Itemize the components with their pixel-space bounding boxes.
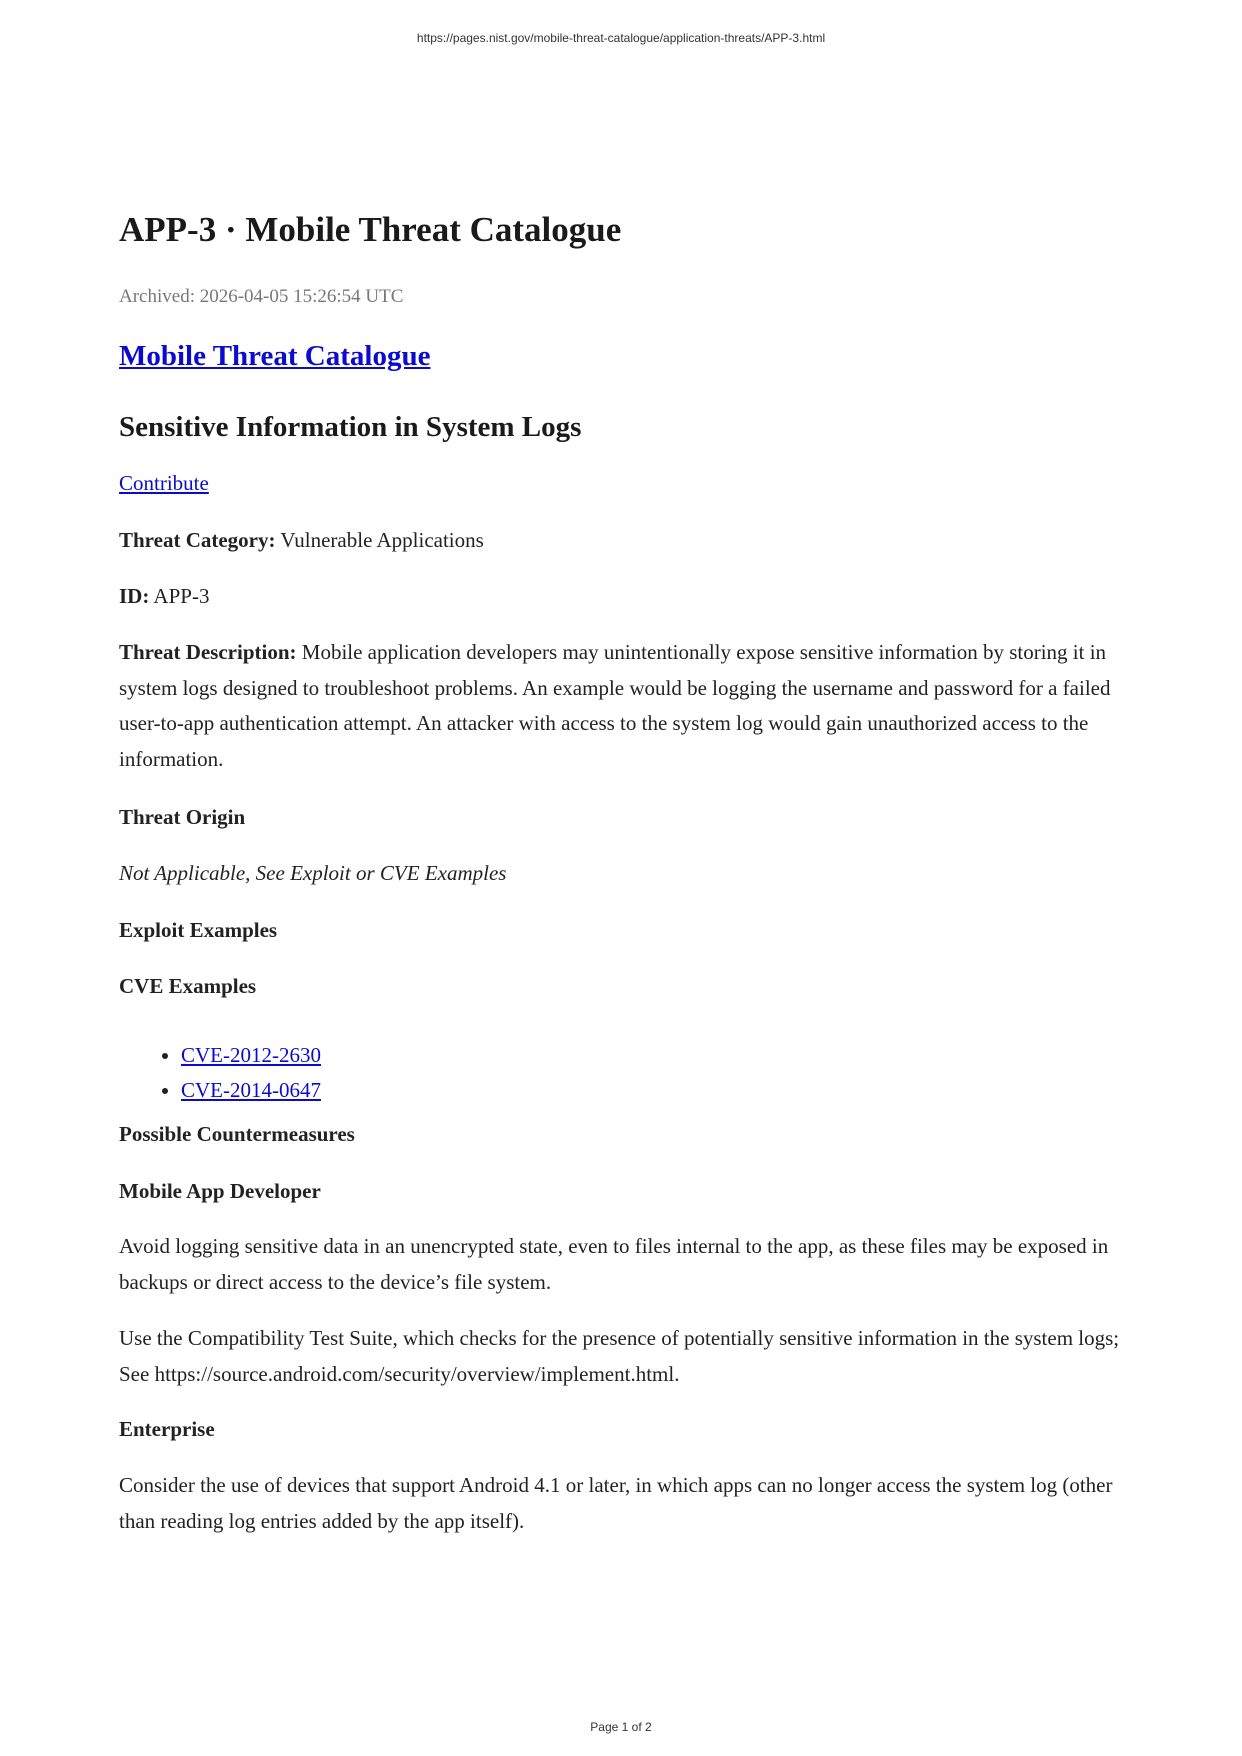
- threat-id-label: ID:: [119, 584, 150, 608]
- catalogue-heading: [119, 340, 430, 373]
- exploit-examples-heading: Exploit Examples: [119, 918, 278, 942]
- developer-paragraph-2: Use the Compatibility Test Suite, which checks for the presence of potentially sensitive information in the system logs; See https://source.android.com/security/overview/implement.html.: [119, 1326, 1120, 1386]
- threat-origin-heading: Threat Origin: [119, 805, 246, 829]
- threat-category-label: Threat Category:: [119, 528, 276, 552]
- developer-paragraph-1: Avoid logging sensitive data in an unencrypted state, even to files internal to the app, as these files may be exposed in backups or direct access to the device’s file system.: [119, 1234, 1109, 1294]
- threat-description-value: Mobile application developers may unintentionally expose sensitive information by storing it in system logs designed to troubleshoot problems. An example would be logging the username and password for a failed user-to-app authentication attempt. An attacker with access to the system log would gain unauthorized access to the information.: [119, 640, 1111, 771]
- cve-link[interactable]: CVE-2014-0647: [181, 1077, 321, 1102]
- threat-id: [119, 579, 209, 614]
- list-item: [181, 1038, 321, 1073]
- enterprise-heading: Enterprise: [119, 1417, 215, 1441]
- page-title: APP-3 · Mobile Threat Catalogue: [119, 210, 622, 249]
- threat-category-value: Vulnerable Applications: [275, 528, 484, 552]
- enterprise-paragraph-1: Consider the use of devices that support Android 4.1 or later, in which apps can no longer access the system log (other than reading log entries added by the app itself).: [119, 1473, 1113, 1533]
- countermeasures-heading: Possible Countermeasures: [119, 1122, 355, 1146]
- page-number: Page 1 of 2: [590, 1720, 652, 1734]
- contribute-link[interactable]: Contribute: [119, 471, 209, 495]
- threat-title: Sensitive Information in System Logs: [119, 411, 582, 443]
- print-header-url: https://pages.nist.gov/mobile-threat-catalogue/application-threats/APP-3.html: [416, 31, 826, 45]
- threat-category: [119, 523, 484, 558]
- contribute-row: [119, 466, 209, 501]
- archived-timestamp: Archived: 2026-04-05 15:26:54 UTC: [119, 286, 404, 307]
- developer-heading: Mobile App Developer: [119, 1179, 321, 1203]
- list-item: [181, 1073, 321, 1108]
- threat-description-label: Threat Description:: [119, 640, 297, 664]
- threat-origin-value: Not Applicable, See Exploit or CVE Examples: [119, 861, 507, 885]
- cve-link[interactable]: CVE-2012-2630: [181, 1043, 321, 1067]
- threat-description: [119, 635, 1129, 777]
- catalogue-link[interactable]: Mobile Threat Catalogue: [119, 340, 431, 372]
- cve-list: [119, 1038, 321, 1107]
- threat-id-value: APP-3: [149, 584, 210, 608]
- cve-examples-heading: CVE Examples: [119, 974, 257, 998]
